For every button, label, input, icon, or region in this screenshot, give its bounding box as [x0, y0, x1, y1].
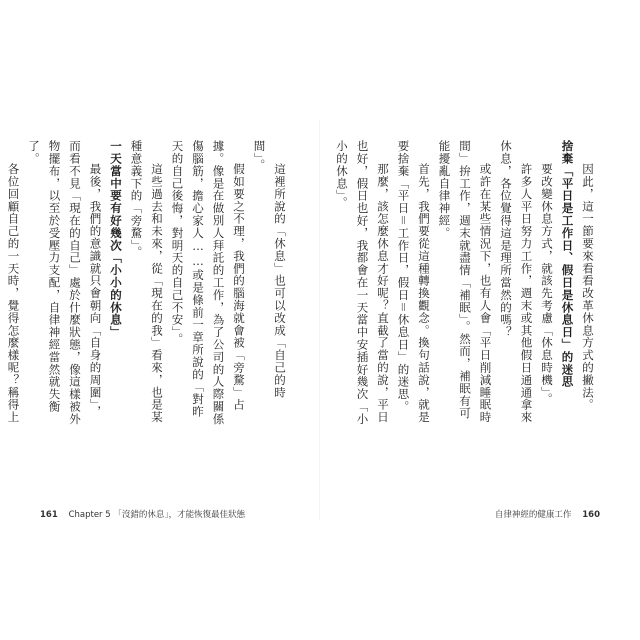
- paragraph: 許多人平日努力工作，週末或其他假日通通拿來休息，各位覺得這是理所當然的嗎？: [499, 140, 534, 424]
- paragraph: 那麼，該怎麼休息才好呢？直截了當的說，平日也好，假日也好，我都會在一天當中安插好幾次「小小的休息」。: [335, 140, 390, 426]
- section-heading: 一天當中要有好幾次「小小的休息」: [109, 140, 123, 339]
- right-footer: [495, 508, 600, 520]
- paragraph: 這些過去和未來，從「現在的我」看來，也是某種意義下的「旁騖」。: [129, 140, 164, 424]
- paragraph: 假如要之不理，我們的腦海就會被「旁騖」占據。像是在做別人拜託的工作，為了公司的人際關係傷腦筋，擔心家人……或是條前一章所說的「對昨天的自己後悔，對明天的自己不安」。: [170, 140, 246, 426]
- paragraph: 各位回顧自己的一天時，覺得怎麼樣呢？稱得上: [6, 163, 21, 424]
- running-title: 自律神經的健康工作: [494, 510, 572, 520]
- gutter: [319, 120, 320, 520]
- paragraph: 要改變休息方式，就該先考慮「休息時機」。: [540, 163, 554, 406]
- right-page-body: [335, 140, 598, 430]
- paragraph: 或許在某些情況下，也有人會「平日削減睡眠時間」拚工作，週末就盡情「補眠」。然而，補眠有可能擾亂自律神經。: [437, 140, 493, 424]
- page-number: 160: [582, 510, 600, 520]
- left-footer: [40, 508, 245, 520]
- left-page-body: [6, 140, 290, 430]
- page-number: 161: [40, 510, 58, 520]
- paragraph: 這裡所說的「休息」也可以改成「自己的時間」。: [252, 140, 287, 399]
- paragraph: 首先，我們要從這種轉換觀念。換句話說，就是要捨棄「平日＝工作日，假日＝休息日」的迷思。: [396, 140, 431, 424]
- paragraph: 因此，這一節要來看看改革休息方式的撇法。: [581, 163, 595, 411]
- section-heading: 捨棄「平日是工作日、假日是休息日」的迷思: [560, 140, 575, 388]
- chapter-title: Chapter 5 「沒錯的休息」，才能恢復最佳狀態: [68, 510, 246, 520]
- paragraph: 最後，我們的意識就只會朝向「自身的周圍」，而看不見「現在的自己」處於什麼狀態，像這樣被外物擺布，以至於受壓力支配，自律神經當然就失衡了。: [27, 140, 103, 426]
